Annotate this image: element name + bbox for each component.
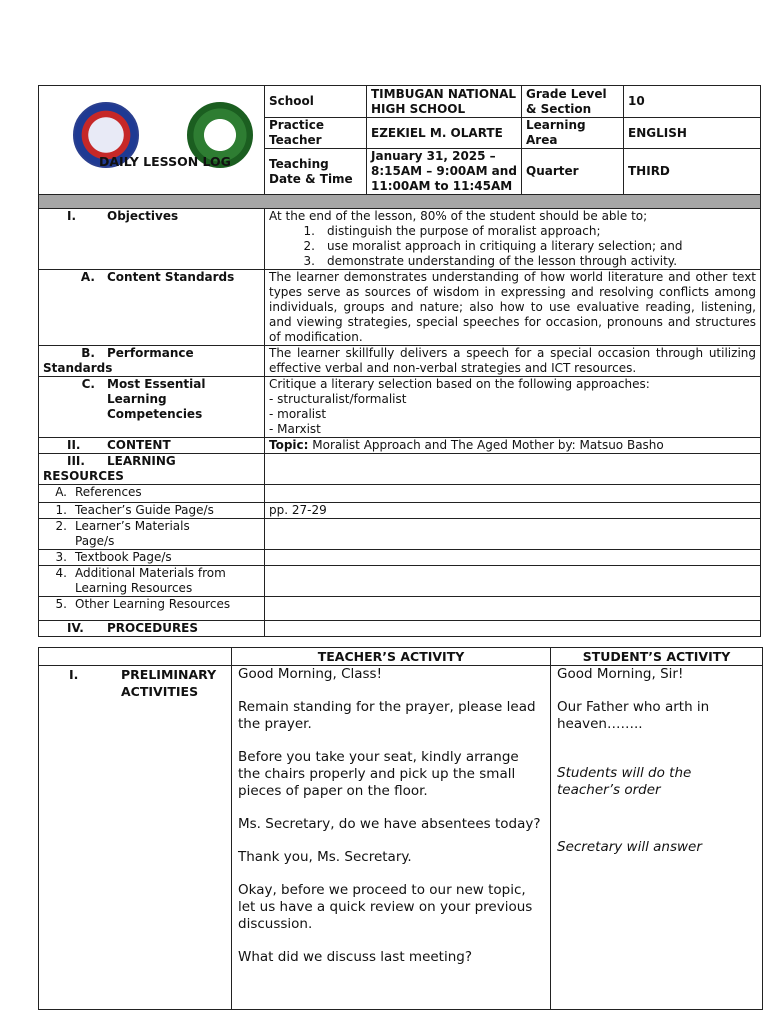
resource-item-1: 1. Teacher’s Guide Page/s (39, 503, 265, 519)
grade-label: Grade Level & Section (522, 86, 624, 118)
resource-item-3: 3. Textbook Page/s (39, 550, 265, 566)
references-label: A. References (39, 485, 265, 503)
resource-item-2: 2. Learner’s Materials Page/s (39, 519, 265, 550)
teacher-line: Remain standing for the prayer, please lead the prayer. (238, 699, 536, 732)
teacher-label: Practice Teacher (265, 118, 367, 149)
teacher-activity-header: TEACHER’S ACTIVITY (232, 648, 551, 666)
content-standards-text: The learner demonstrates understanding of how world literature and other text types serve as sources of wisdom in expressing and resolving conflicts among individuals, groups and nature; also how to use evaluative reading, listening, and viewing strategies, special speeches for occasion, pronouns and structures of modification. (265, 270, 761, 346)
resource-item-5: 5. Other Learning Resources (39, 597, 265, 621)
area-value: ENGLISH (624, 118, 761, 149)
performance-standards-label: B. Performance Standards (39, 346, 265, 377)
student-activity-header: STUDENT’S ACTIVITY (551, 648, 763, 666)
resource-item-4-value (265, 566, 761, 597)
teacher-line: Okay, before we proceed to our new topic, let us have a quick review on your previous discussion. (238, 882, 533, 932)
student-line: Students will do the teacher’s order (557, 765, 692, 798)
resource-item-2-value (265, 519, 761, 550)
objectives-label: I. Objectives (39, 209, 265, 270)
teacher-line: Thank you, Ms. Secretary. (238, 849, 412, 865)
content-topic: Topic: Moralist Approach and The Aged Mother by: Matsuo Basho (265, 438, 761, 454)
performance-standards-text: The learner skillfully delivers a speech for a special occasion through utilizing effective verbal and non-verbal strategies and ICT resources. (265, 346, 761, 377)
student-line: Good Morning, Sir! (557, 666, 684, 682)
grade-value: 10 (624, 86, 761, 118)
student-activity-cell (551, 666, 763, 1010)
references-value (265, 485, 761, 503)
date-label: Teaching Date & Time (265, 149, 367, 195)
quarter-label: Quarter (522, 149, 624, 195)
divider-bar (39, 195, 761, 209)
student-line: Secretary will answer (557, 839, 702, 855)
activities-table (38, 647, 763, 1010)
content-standards-label: A. Content Standards (39, 270, 265, 346)
teacher-line: What did we discuss last meeting? (238, 949, 473, 965)
melc-label: C. Most Essential Learning Competencies (39, 377, 265, 438)
teacher-line: Good Morning, Class! (238, 666, 383, 682)
logo-title-cell (39, 86, 265, 195)
objectives-content: At the end of the lesson, 80% of the student should be able to; 1. distinguish the purpose of moralist approach; 2. use moralist approach in critiquing a literary selection; and 3. demonstrate understanding of the lesson through activity. (265, 209, 761, 270)
activity-corner-cell (39, 648, 232, 666)
content-label: II. CONTENT (39, 438, 265, 454)
melc-content: Critique a literary selection based on the following approaches: - structuralist/formalist - moralist - Marxist (265, 377, 761, 438)
learning-resources-value (265, 454, 761, 485)
lesson-log-table (38, 85, 761, 637)
learning-resources-label: III. LEARNING RESOURCES (39, 454, 265, 485)
date-value: January 31, 2025 – 8:15AM – 9:00AM and 11:00AM to 11:45AM (367, 149, 522, 195)
preliminary-activities-label: I. PRELIMINARY ACTIVITIES (39, 666, 232, 1010)
procedures-label: IV. PROCEDURES (39, 621, 265, 637)
teacher-value: EZEKIEL M. OLARTE (367, 118, 522, 149)
student-line: Our Father who arth in heaven…….. (557, 699, 710, 732)
school-value: TIMBUGAN NATIONAL HIGH SCHOOL (367, 86, 522, 118)
school-label: School (265, 86, 367, 118)
teacher-line: Ms. Secretary, do we have absentees today? (238, 816, 541, 832)
page-title: DAILY LESSON LOG (99, 154, 231, 169)
resource-item-5-value (265, 597, 761, 621)
teacher-activity-cell (232, 666, 551, 1010)
quarter-value: THIRD (624, 149, 761, 195)
teacher-line: Before you take your seat, kindly arrange the chairs properly and pick up the small pieces of paper on the floor. (238, 749, 519, 799)
procedures-value (265, 621, 761, 637)
resource-item-3-value (265, 550, 761, 566)
resource-item-1-value: pp. 27-29 (265, 503, 761, 519)
area-label: Learning Area (522, 118, 624, 149)
resource-item-4: 4. Additional Materials from Learning Resources (39, 566, 265, 597)
